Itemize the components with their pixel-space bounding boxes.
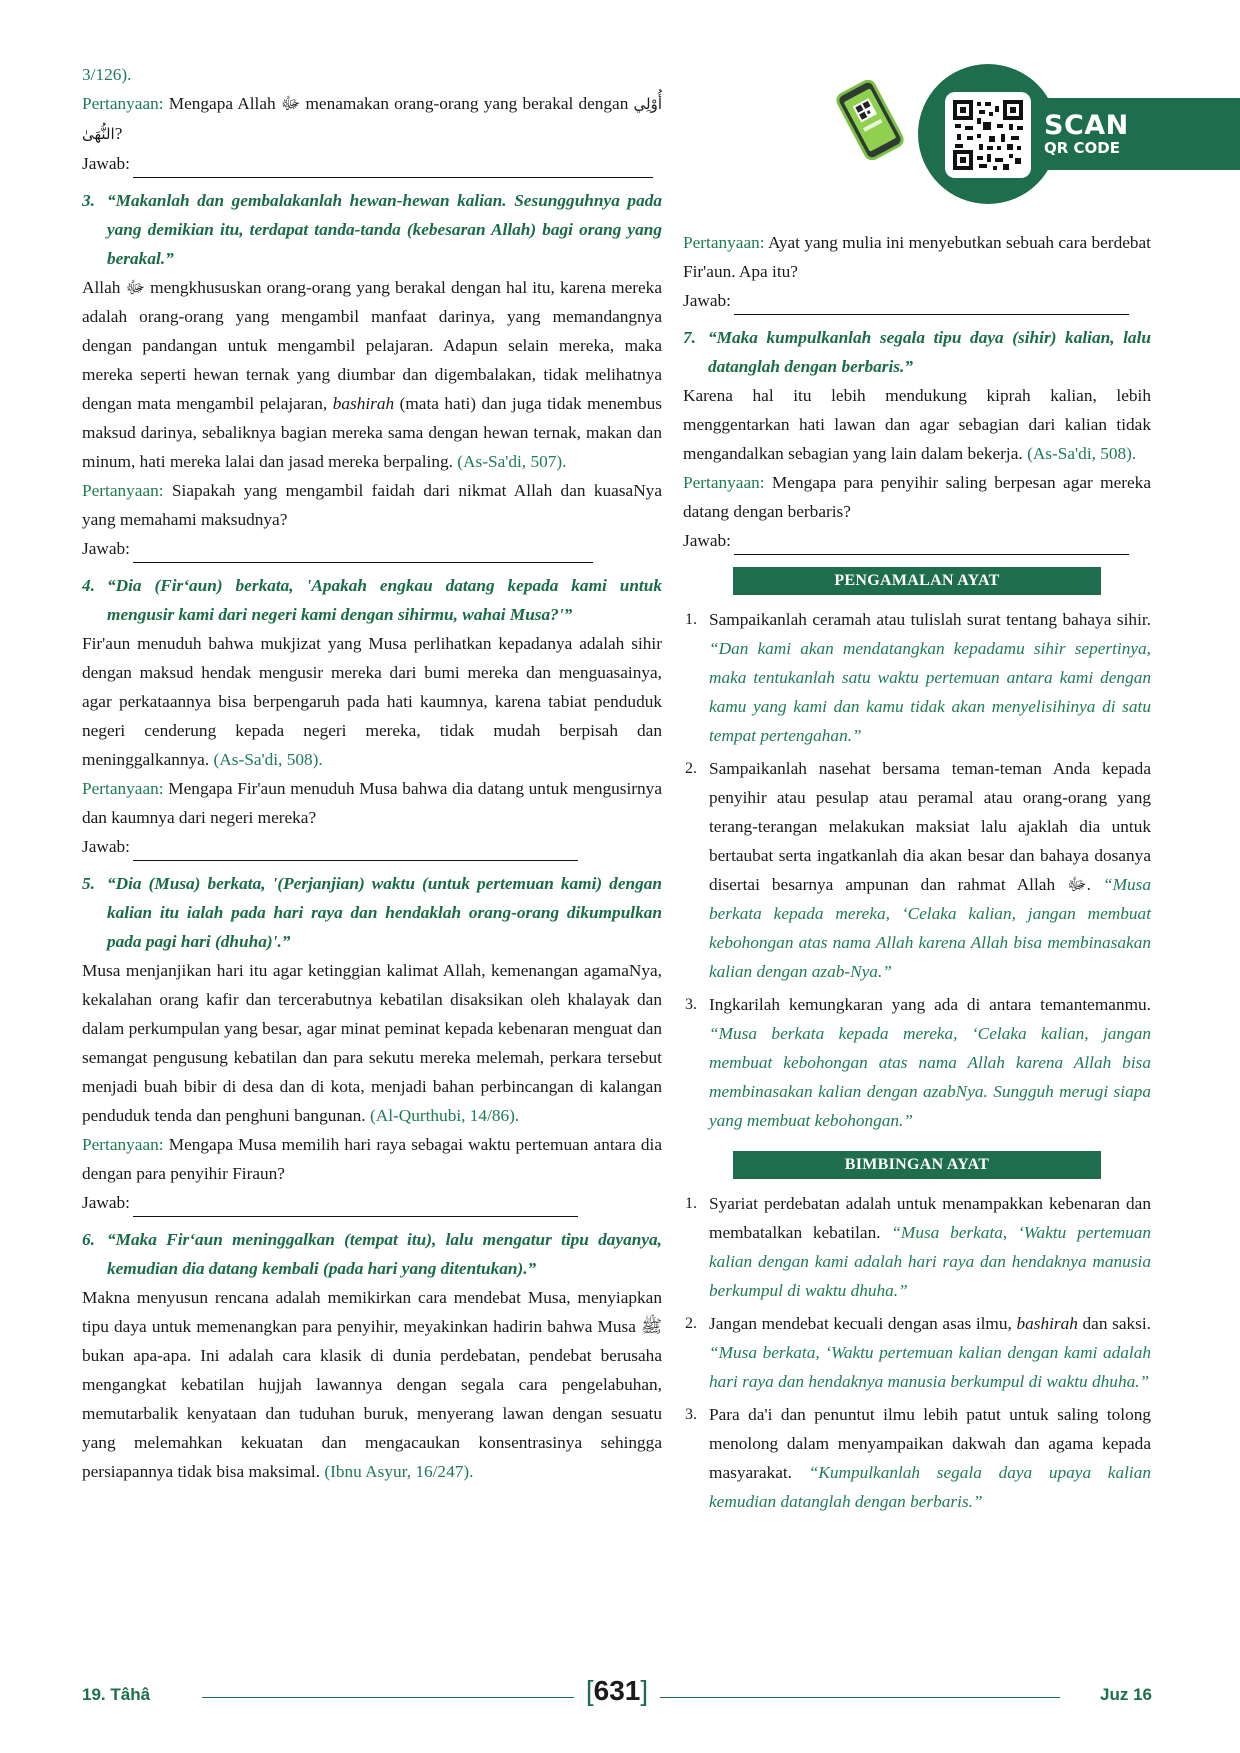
- list-text: [709, 990, 1151, 1135]
- question-label: Pertanyaan:: [683, 473, 765, 492]
- qr-code[interactable]: [945, 92, 1031, 178]
- surah-name: 19. Tâhâ: [82, 1685, 151, 1704]
- list-item: [683, 1400, 1151, 1516]
- question: [82, 1130, 662, 1188]
- answer-label: Jawab:: [82, 539, 130, 558]
- answer-field[interactable]: [82, 832, 662, 861]
- verse-item: [82, 571, 662, 629]
- bimbingan-list: [683, 1189, 1151, 1516]
- verse-quote: “Dia (Musa) berkata, '(Perjanjian) waktu (untuk pertemuan kami) dengan kalian itu ialah pada hari raya dan hendaklah orang-orang dikumpulkan pada pagi hari (dhuha)'.”: [107, 874, 662, 951]
- list-number: 3.: [685, 996, 697, 1013]
- verse-item: [683, 323, 1151, 381]
- tafsir-text: (mata hati) dan juga tidak menembus maksud darinya, sebaliknya bagian mereka sama dengan hewan ternak, makan dan minum, hati mereka lalai dan jasad mereka berpaling.: [82, 394, 662, 471]
- list-text: [709, 1309, 1151, 1396]
- list-text: [709, 1189, 1151, 1305]
- tafsir-italic: bashirah: [332, 394, 395, 413]
- list-text: [709, 754, 1151, 986]
- tafsir-text: Fir'aun menuduh bahwa mukjizat yang Musa perlihatkan kepadanya adalah sihir dengan maksud hendak mengusir mereka dari bumi mereka dan menguasainya, agar perkataannya bisa berpengaruh pada hati kaumnya, karena tabiat penduduk negeri cenderung kepada negeri mereka, tidak mudah berpisah dan meninggalkannya.: [82, 634, 662, 769]
- verse-number: 3.: [82, 191, 95, 210]
- tafsir-text: Musa menjanjikan hari itu agar ketinggian kalimat Allah, kemenangan agamaNya, kekalahan orang kafir dan tercerabutnya kebatilan disaksikan oleh khalayak dan dalam perkumpulan yang besar, agar minat peminat kepada kebenaran menguat dan semangat pengusung kebatilan dan para sekutu mereka melemah, perkara tersebut menjadi buah bibir di desa dan di kota, menjadi bahan perbincangan di kalangan penduduk tenda dan penghuni bangunan.: [82, 961, 662, 1125]
- arabic-phrase: أُوْلِي النُّهَىٰ: [82, 95, 663, 143]
- page-number: [631]: [585, 1675, 649, 1706]
- tafsir-reference: (As-Sa'di, 507).: [457, 452, 567, 471]
- list-quote: “Kumpulkanlah segala daya upaya kalian kemudian datanglah dengan berbaris.”: [709, 1463, 1151, 1511]
- verse-number: 5.: [82, 874, 95, 893]
- verse-quote: “Maka kumpulkanlah segala tipu daya (sihir) kalian, lalu datanglah dengan berbaris.”: [708, 328, 1151, 376]
- question-text: Mengapa para penyihir saling berpesan agar mereka datang dengan berbaris?: [683, 473, 1151, 521]
- list-body: Sampaikanlah ceramah atau tulislah surat tentang bahaya sihir.: [709, 610, 1151, 629]
- question-text: Siapakah yang mengambil faidah dari nikmat Allah dan kuasaNya yang memahami maksudnya?: [82, 481, 662, 529]
- list-item: [683, 1309, 1151, 1396]
- verse-quote: “Maka Fir‘aun meninggalkan (tempat itu), lalu mengatur tipu dayanya, kemudian dia datang kembali (pada hari yang ditentukan).”: [107, 1230, 662, 1278]
- answer-line[interactable]: [133, 157, 653, 178]
- answer-line[interactable]: [133, 542, 593, 563]
- scan-label: [1044, 112, 1129, 156]
- question-text: Mengapa Allah ﷻ menamakan orang-orang yang berakal dengan: [163, 94, 634, 113]
- section-title-bimbingan: BIMBINGAN AYAT: [733, 1151, 1101, 1179]
- tafsir-paragraph: [82, 1283, 662, 1486]
- tafsir-text: Makna menyusun rencana adalah memikirkan cara mendebat Musa, menyiapkan tipu daya untuk memenangkan para penyihir, meyakinkan hadirin bahwa Musa ﷺ bukan apa-apa. Ini adalah cara klasik di dunia perdebatan, pendebat berusaha mengangkat kebatilan hujjah lawannya dengan segala cara pengelabuhan, memutarbalik kenyataan dan tuduhan buruk, menyerang lawan dengan sesuatu yang melemahkan kekuatan dan mengacaukan konsentrasinya sehingga persiapannya tidak bisa maksimal.: [82, 1288, 662, 1481]
- list-number: 2.: [685, 1315, 697, 1332]
- list-quote: “Musa berkata kepada mereka, ‘Celaka kalian, jangan membuat kebohongan atas nama Allah karena Allah bisa membinasakan kalian dengan azabNya. Sungguh merugi siapa yang membuat kebohongan.”: [709, 1024, 1151, 1130]
- pengamalan-list: [683, 605, 1151, 1135]
- answer-line[interactable]: [133, 840, 578, 861]
- verse-quote: “Dia (Fir‘aun) berkata, 'Apakah engkau datang kepada kami untuk mengusir kami dari negeri kami dengan sihirmu, wahai Musa?'”: [107, 576, 662, 624]
- list-body: Para da'i dan penuntut ilmu lebih patut untuk saling tolong menolong dalam menyampaikan dakwah dan agama kepada masyarakat.: [709, 1405, 1151, 1482]
- answer-line[interactable]: [734, 534, 1129, 555]
- list-item: [683, 605, 1151, 750]
- question-text: Mengapa Musa memilih hari raya sebagai waktu pertemuan antara dia dengan para penyihir Firaun?: [82, 1135, 662, 1183]
- tafsir-text: Karena hal itu lebih mendukung kiprah kalian, lebih menggentarkan hati lawan dan agar sebagian dari kalian tidak mengandalkan sebagian yang lain dalam bekerja.: [683, 386, 1151, 463]
- tafsir-paragraph: [82, 629, 662, 774]
- list-number: 3.: [685, 1406, 697, 1423]
- list-number: 1.: [685, 1195, 697, 1212]
- verse-quote: “Makanlah dan gembalakanlah hewan-hewan kalian. Sesungguhnya pada yang demikian itu, terdapat tanda-tanda (kebesaran Allah) bagi orang yang berakal.”: [107, 191, 662, 268]
- page-number-value: 631: [593, 1675, 641, 1706]
- list-body: Ingkarilah kemungkaran yang ada di antara temantemanmu.: [709, 995, 1151, 1014]
- right-column: [683, 228, 1151, 1520]
- question: [683, 228, 1151, 286]
- verse-item: [82, 1225, 662, 1283]
- tafsir-reference: (As-Sa'di, 508).: [1027, 444, 1137, 463]
- phone-icon: [828, 80, 912, 160]
- answer-field[interactable]: [82, 534, 662, 563]
- question: [683, 468, 1151, 526]
- list-quote: “Dan kami akan mendatangkan kepadamu sihir sepertinya, maka tentukanlah satu waktu pertemuan antara kami dengan kamu yang kami dan kamu tidak akan menyelisihinya di satu tempat pertengahan.”: [709, 639, 1151, 745]
- question-mark: ?: [114, 124, 123, 143]
- answer-field[interactable]: [82, 149, 662, 178]
- question: [82, 476, 662, 534]
- list-item: [683, 754, 1151, 986]
- list-number: 1.: [685, 611, 697, 628]
- list-text: [709, 605, 1151, 750]
- tafsir-paragraph: [82, 273, 662, 476]
- list-quote: “Musa berkata, ‘Waktu pertemuan kalian dengan kami adalah hari raya dan hendaknya manusia berkumpul di waktu dhuha.”: [709, 1343, 1151, 1391]
- juz-label: Juz 16: [1100, 1685, 1152, 1704]
- answer-line[interactable]: [133, 1196, 578, 1217]
- verse-number: 4.: [82, 576, 95, 595]
- reference: 3/126).: [82, 65, 132, 84]
- tafsir-text: Allah ﷻ mengkhususkan orang-orang yang berakal dengan hal itu, karena mereka adalah orang-orang yang mengambil manfaat darinya, yang memandangnya dengan pandangan untuk mengambil pelajaran. Adapun selain mereka, maka mereka seperti hewan ternak yang diumbar dan digembalakan, tidak melihatnya dengan mata mengambil pelajaran,: [82, 278, 662, 413]
- tafsir-paragraph: [82, 956, 662, 1130]
- answer-field[interactable]: [683, 286, 1151, 315]
- question-label: Pertanyaan:: [683, 233, 765, 252]
- list-body: Syariat perdebatan adalah untuk menampakkan kebenaran dan membatalkan kebatilan.: [709, 1194, 1151, 1242]
- page-footer: [82, 1675, 1152, 1715]
- answer-label: Jawab:: [82, 154, 130, 173]
- verse-item: [82, 186, 662, 273]
- answer-label: Jawab:: [82, 1193, 130, 1212]
- list-italic: bashirah: [1016, 1314, 1078, 1333]
- scan-title: SCAN: [1044, 110, 1129, 141]
- list-number: 2.: [685, 760, 697, 777]
- answer-field[interactable]: [82, 1188, 662, 1217]
- question-text: Ayat yang mulia ini menyebutkan sebuah cara berdebat Fir'aun. Apa itu?: [683, 233, 1151, 281]
- list-item: [683, 990, 1151, 1135]
- question-label: Pertanyaan:: [82, 779, 164, 798]
- footer-divider-right: [660, 1697, 1060, 1698]
- list-body: Sampaikanlah nasehat bersama teman-teman Anda kepada penyihir atau pesulap atau peramal atau orang-orang yang terang-terangan melakukan maksiat lalu ajaklah dia untuk bertaubat serta ingatkanlah dia akan besar dan bahaya dosanya disertai besarnya ampunan dan rahmat Allah ﷻ.: [709, 759, 1151, 894]
- verse-item: [82, 869, 662, 956]
- tafsir-reference: (As-Sa'di, 508).: [213, 750, 323, 769]
- answer-label: Jawab:: [82, 837, 130, 856]
- section-title-pengamalan: PENGAMALAN AYAT: [733, 567, 1101, 595]
- tafsir-reference: (Ibnu Asyur, 16/247).: [324, 1462, 474, 1481]
- question-label: Pertanyaan:: [82, 94, 164, 113]
- answer-line[interactable]: [734, 294, 1129, 315]
- answer-field[interactable]: [683, 526, 1151, 555]
- list-quote: “Musa berkata, ‘Waktu pertemuan kalian dengan kami adalah hari raya dan hendaknya manusia berkumpul di waktu dhuha.”: [709, 1223, 1151, 1300]
- question: [82, 89, 662, 149]
- list-quote: “Musa berkata kepada mereka, ‘Celaka kalian, jangan membuat kebohongan atas nama Allah karena Allah bisa membinasakan kalian dengan azab-Nya.”: [709, 875, 1151, 981]
- question: [82, 774, 662, 832]
- qr-code-title: QR CODE: [1044, 139, 1120, 157]
- footer-divider-left: [202, 1697, 574, 1698]
- list-text: [709, 1400, 1151, 1516]
- answer-label: Jawab:: [683, 531, 731, 550]
- qr-code-icon: [953, 100, 1023, 170]
- tafsir-paragraph: [683, 381, 1151, 468]
- left-column: [82, 60, 662, 1486]
- verse-number: 7.: [683, 328, 696, 347]
- tafsir-reference: (Al-Qurthubi, 14/86).: [369, 1106, 520, 1125]
- list-item: [683, 1189, 1151, 1305]
- list-body: Jangan mendebat kecuali dengan asas ilmu,: [709, 1314, 1017, 1333]
- verse-number: 6.: [82, 1230, 95, 1249]
- question-label: Pertanyaan:: [82, 1135, 164, 1154]
- question-text: Mengapa Fir'aun menuduh Musa bahwa dia datang untuk mengusirnya dan kaumnya dari negeri mereka?: [82, 779, 662, 827]
- list-body: dan saksi.: [1077, 1314, 1151, 1333]
- answer-label: Jawab:: [683, 291, 731, 310]
- question-label: Pertanyaan:: [82, 481, 164, 500]
